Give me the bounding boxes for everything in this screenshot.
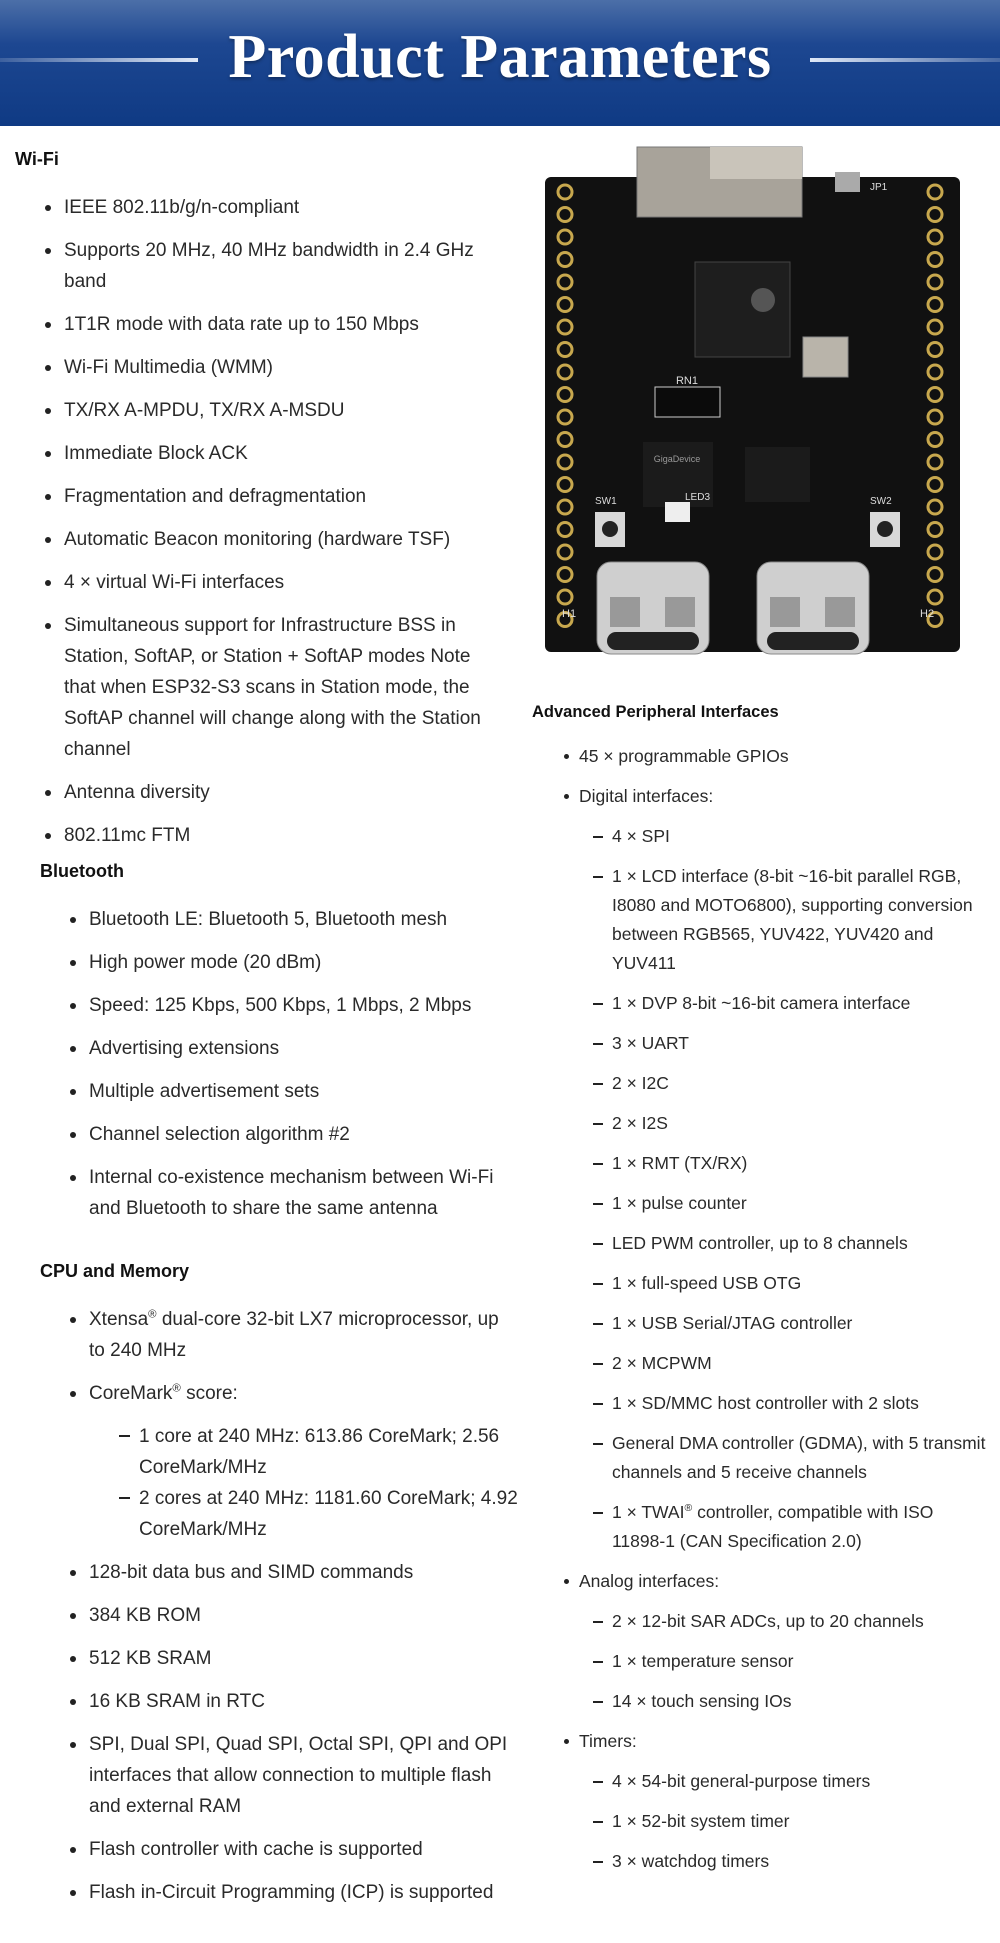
bullet-icon bbox=[70, 1391, 76, 1397]
bullet-icon bbox=[70, 1003, 76, 1009]
dash-icon bbox=[593, 1821, 603, 1823]
bullet-icon bbox=[45, 248, 51, 254]
sub-list-item-text: 1 × SD/MMC host controller with 2 slots bbox=[612, 1393, 919, 1413]
list-item bbox=[89, 1557, 519, 1588]
sub-list-item-text: 3 × watchdog timers bbox=[612, 1851, 770, 1871]
sub-list-item-text: 14 × touch sensing IOs bbox=[612, 1691, 792, 1711]
sub-list-item bbox=[612, 1069, 989, 1098]
cpu-list bbox=[89, 1304, 519, 1908]
sub-list-item-text: 2 × I2S bbox=[612, 1113, 668, 1133]
sub-list-item-text: 1 × USB Serial/JTAG controller bbox=[612, 1313, 853, 1333]
bullet-icon bbox=[70, 1890, 76, 1896]
list-item bbox=[64, 567, 504, 598]
header-pin bbox=[928, 185, 942, 199]
label-jp1: JP1 bbox=[870, 182, 888, 193]
dash-icon bbox=[593, 836, 603, 838]
list-item-text: Channel selection algorithm #2 bbox=[89, 1124, 350, 1145]
bullet-icon bbox=[564, 1739, 569, 1744]
list-item bbox=[579, 782, 989, 1556]
list-item bbox=[89, 1686, 519, 1717]
dash-icon bbox=[593, 1283, 603, 1285]
sub-list-item bbox=[612, 1807, 989, 1836]
dash-icon bbox=[593, 1661, 603, 1663]
dash-icon bbox=[593, 1203, 603, 1205]
header-pin bbox=[558, 343, 572, 357]
sub-list-item bbox=[612, 1767, 989, 1796]
dash-icon bbox=[593, 876, 603, 878]
header-pin bbox=[558, 523, 572, 537]
header-pin bbox=[558, 433, 572, 447]
bullet-icon bbox=[70, 1317, 76, 1323]
label-h1: H1 bbox=[562, 608, 577, 620]
header-pin bbox=[928, 410, 942, 424]
header-pin bbox=[558, 545, 572, 559]
bullet-icon bbox=[70, 1847, 76, 1853]
list-item bbox=[64, 192, 504, 223]
list-item bbox=[64, 438, 504, 469]
list-item bbox=[89, 1378, 519, 1545]
sub-list-item bbox=[612, 1607, 989, 1636]
list-item-text: 512 KB SRAM bbox=[89, 1648, 212, 1669]
header-pin bbox=[558, 590, 572, 604]
sub-list-item bbox=[612, 1429, 989, 1487]
list-item bbox=[89, 1162, 519, 1224]
list-item bbox=[89, 947, 519, 978]
wifi-list bbox=[64, 192, 504, 851]
sub-list-item-text: 1 × TWAI® controller, compatible with ISO 11898-1 (CAN Specification 2.0) bbox=[612, 1502, 934, 1551]
sub-list-item-text: 1 × 52-bit system timer bbox=[612, 1811, 790, 1831]
list-item bbox=[89, 1600, 519, 1631]
bullet-icon bbox=[45, 408, 51, 414]
bullet-icon bbox=[45, 451, 51, 457]
section-heading-peripherals: Advanced Peripheral Interfaces bbox=[532, 703, 779, 721]
dash-icon bbox=[119, 1497, 130, 1499]
bullet-icon bbox=[564, 1579, 569, 1584]
header-pin bbox=[928, 478, 942, 492]
bullet-icon bbox=[45, 833, 51, 839]
label-h2: H2 bbox=[920, 608, 935, 620]
sub-list bbox=[139, 1421, 519, 1545]
sub-list-item-text: 1 × RMT (TX/RX) bbox=[612, 1153, 748, 1173]
list-item-text: Simultaneous support for Infrastructure BSS in Station, SoftAP, or Station + SoftAP modes Note that when ESP32-S3 scans in Station mode, the SoftAP channel will change along with the Station channel bbox=[64, 615, 481, 760]
list-item-text: IEEE 802.11b/g/n-compliant bbox=[64, 197, 300, 218]
esp32-s3-board-image bbox=[535, 142, 965, 657]
header-pin bbox=[558, 230, 572, 244]
sub-list-item-text: 1 core at 240 MHz: 613.86 CoreMark; 2.56 CoreMark/MHz bbox=[139, 1426, 500, 1478]
header-pin bbox=[558, 568, 572, 582]
sub-list-item-text: 1 × pulse counter bbox=[612, 1193, 747, 1213]
sub-list-item-text: 1 × full-speed USB OTG bbox=[612, 1273, 802, 1293]
sub-list-item-text: 2 × 12-bit SAR ADCs, up to 20 channels bbox=[612, 1611, 924, 1631]
list-item-text: Digital interfaces: bbox=[579, 786, 714, 806]
list-item-text: 45 × programmable GPIOs bbox=[579, 746, 789, 766]
sub-list-item bbox=[612, 1389, 989, 1418]
sub-list-item bbox=[612, 1349, 989, 1378]
header-pin bbox=[928, 320, 942, 334]
dash-icon bbox=[593, 1443, 603, 1445]
header-pin bbox=[558, 455, 572, 469]
sub-list-item-text: 2 cores at 240 MHz: 1181.60 CoreMark; 4.92 CoreMark/MHz bbox=[139, 1488, 518, 1540]
header-pin bbox=[558, 185, 572, 199]
dash-icon bbox=[593, 1083, 603, 1085]
list-item bbox=[64, 610, 504, 765]
list-item-text: Fragmentation and defragmentation bbox=[64, 486, 367, 507]
list-item-text: High power mode (20 dBm) bbox=[89, 952, 322, 973]
header-pin bbox=[928, 455, 942, 469]
header-pin bbox=[928, 388, 942, 402]
sub-list-item-text: LED PWM controller, up to 8 channels bbox=[612, 1233, 908, 1253]
sub-list-item bbox=[612, 1687, 989, 1716]
header-pin bbox=[928, 343, 942, 357]
list-item-text: Advertising extensions bbox=[89, 1038, 280, 1059]
list-item bbox=[579, 742, 989, 771]
list-item bbox=[89, 1033, 519, 1064]
bullet-icon bbox=[70, 1089, 76, 1095]
bullet-icon bbox=[70, 1613, 76, 1619]
dash-icon bbox=[593, 1323, 603, 1325]
dash-icon bbox=[593, 1701, 603, 1703]
list-item-text: Flash in-Circuit Programming (ICP) is supported bbox=[89, 1882, 494, 1903]
sub-list-item bbox=[612, 1647, 989, 1676]
list-item bbox=[64, 820, 504, 851]
list-item bbox=[64, 235, 504, 297]
header-pin bbox=[558, 365, 572, 379]
sub-list-item bbox=[612, 1498, 989, 1556]
sub-list-item-text: 2 × I2C bbox=[612, 1073, 669, 1093]
bullet-icon bbox=[45, 365, 51, 371]
header-pin bbox=[928, 230, 942, 244]
sub-list-item-text: 4 × 54-bit general-purpose timers bbox=[612, 1771, 871, 1791]
bullet-icon bbox=[70, 1570, 76, 1576]
list-item bbox=[64, 524, 504, 555]
sub-list-item bbox=[612, 1309, 989, 1338]
list-item bbox=[89, 1119, 519, 1150]
list-item-text: Multiple advertisement sets bbox=[89, 1081, 320, 1102]
bullet-icon bbox=[45, 494, 51, 500]
header-pin bbox=[928, 523, 942, 537]
dash-icon bbox=[593, 1003, 603, 1005]
sub-list-item bbox=[612, 1149, 989, 1178]
list-item-text: Antenna diversity bbox=[64, 782, 210, 803]
list-item-text: Timers: bbox=[579, 1731, 637, 1751]
list-item-text: 16 KB SRAM in RTC bbox=[89, 1691, 265, 1712]
header-pin bbox=[928, 365, 942, 379]
sub-list-item bbox=[612, 989, 989, 1018]
bullet-icon bbox=[564, 794, 569, 799]
bullet-icon bbox=[45, 537, 51, 543]
bullet-icon bbox=[564, 754, 569, 759]
dash-icon bbox=[119, 1435, 130, 1437]
sub-list-item bbox=[139, 1483, 519, 1545]
header-pin bbox=[928, 208, 942, 222]
list-item bbox=[89, 1304, 519, 1366]
header-banner bbox=[0, 0, 1000, 126]
list-item bbox=[64, 481, 504, 512]
bullet-icon bbox=[70, 960, 76, 966]
sub-list bbox=[612, 1607, 989, 1716]
sub-list-item bbox=[612, 822, 989, 851]
list-item-text: Internal co-existence mechanism between Wi-Fi and Bluetooth to share the same antenna bbox=[89, 1167, 494, 1219]
sub-list-item-text: 1 × LCD interface (8-bit ~16-bit parallel RGB, I8080 and MOTO6800), supporting conversion between RGB565, YUV422, YUV420 and YUV411 bbox=[612, 866, 973, 973]
section-heading-bluetooth: Bluetooth bbox=[40, 861, 124, 881]
list-item bbox=[64, 309, 504, 340]
header-pin bbox=[558, 478, 572, 492]
dash-icon bbox=[593, 1123, 603, 1125]
peripherals-list bbox=[579, 742, 989, 1876]
list-item-text: TX/RX A-MPDU, TX/RX A-MSDU bbox=[64, 400, 345, 421]
list-item-text: 802.11mc FTM bbox=[64, 825, 191, 846]
list-item bbox=[579, 1567, 989, 1716]
label-gigadevice: GigaDevice bbox=[653, 454, 701, 464]
board-photo bbox=[535, 142, 965, 657]
header-pin bbox=[558, 298, 572, 312]
sub-list-item bbox=[612, 1109, 989, 1138]
header-pin bbox=[558, 410, 572, 424]
dash-icon bbox=[593, 1861, 603, 1863]
list-item bbox=[64, 352, 504, 383]
sub-list-item-text: 4 × SPI bbox=[612, 826, 670, 846]
dash-icon bbox=[593, 1512, 603, 1514]
dash-icon bbox=[593, 1363, 603, 1365]
bluetooth-list bbox=[89, 904, 519, 1224]
sub-list-item bbox=[139, 1421, 519, 1483]
list-item-text: Xtensa® dual-core 32-bit LX7 microprocessor, up to 240 MHz bbox=[89, 1308, 499, 1361]
header-pin bbox=[928, 568, 942, 582]
header-pin bbox=[558, 388, 572, 402]
sub-list-item bbox=[612, 1847, 989, 1876]
bullet-icon bbox=[45, 790, 51, 796]
bullet-icon bbox=[70, 1656, 76, 1662]
list-item-text: Wi-Fi Multimedia (WMM) bbox=[64, 357, 273, 378]
list-item bbox=[89, 1076, 519, 1107]
list-item-text: 128-bit data bus and SIMD commands bbox=[89, 1562, 414, 1583]
bullet-icon bbox=[45, 205, 51, 211]
list-item bbox=[89, 904, 519, 935]
sub-list-item bbox=[612, 1269, 989, 1298]
bullet-icon bbox=[45, 580, 51, 586]
wifi-section bbox=[15, 147, 515, 863]
section-heading-wifi: Wi-Fi bbox=[15, 149, 59, 169]
list-item-text: Flash controller with cache is supported bbox=[89, 1839, 423, 1860]
dash-icon bbox=[593, 1243, 603, 1245]
bullet-icon bbox=[70, 1132, 76, 1138]
list-item-text: 384 KB ROM bbox=[89, 1605, 201, 1626]
list-item-text: Speed: 125 Kbps, 500 Kbps, 1 Mbps, 2 Mbps bbox=[89, 995, 472, 1016]
label-led3: LED3 bbox=[685, 492, 711, 503]
sub-list-item-text: 1 × temperature sensor bbox=[612, 1651, 794, 1671]
bullet-icon bbox=[45, 322, 51, 328]
header-pin bbox=[928, 545, 942, 559]
label-rn1: RN1 bbox=[675, 375, 699, 387]
sub-list-item bbox=[612, 1029, 989, 1058]
section-heading-cpu: CPU and Memory bbox=[40, 1261, 190, 1281]
label-sw2: SW2 bbox=[870, 496, 892, 507]
page-title: Product Parameters bbox=[228, 23, 772, 91]
cpu-section bbox=[40, 1259, 520, 1920]
header-pin bbox=[558, 208, 572, 222]
bullet-icon bbox=[70, 917, 76, 923]
header-pin bbox=[928, 275, 942, 289]
header-pin bbox=[558, 320, 572, 334]
sub-list bbox=[612, 822, 989, 1556]
sub-list-item bbox=[612, 1189, 989, 1218]
bullet-icon bbox=[70, 1699, 76, 1705]
list-item-text: Supports 20 MHz, 40 MHz bandwidth in 2.4 GHz band bbox=[64, 240, 474, 292]
header-pin bbox=[558, 275, 572, 289]
sub-list-item-text: 1 × DVP 8-bit ~16-bit camera interface bbox=[612, 993, 911, 1013]
dash-icon bbox=[593, 1163, 603, 1165]
list-item-text: Bluetooth LE: Bluetooth 5, Bluetooth mesh bbox=[89, 909, 448, 930]
bullet-icon bbox=[70, 1742, 76, 1748]
list-item bbox=[89, 1729, 519, 1822]
sub-list-item bbox=[612, 862, 989, 978]
label-sw1: SW1 bbox=[595, 496, 617, 507]
bullet-icon bbox=[45, 623, 51, 629]
sub-list-item bbox=[612, 1229, 989, 1258]
bullet-icon bbox=[70, 1046, 76, 1052]
list-item bbox=[89, 990, 519, 1021]
sub-list-item-text: 2 × MCPWM bbox=[612, 1353, 712, 1373]
list-item bbox=[64, 395, 504, 426]
list-item-text: Automatic Beacon monitoring (hardware TSF) bbox=[64, 529, 451, 550]
list-item-text: SPI, Dual SPI, Quad SPI, Octal SPI, QPI and OPI interfaces that allow connection to multiple flash and external RAM bbox=[89, 1734, 508, 1817]
list-item-text: CoreMark® score: bbox=[89, 1382, 238, 1404]
header-pin bbox=[928, 253, 942, 267]
bullet-icon bbox=[70, 1175, 76, 1181]
list-item-text: 1T1R mode with data rate up to 150 Mbps bbox=[64, 314, 419, 335]
list-item bbox=[64, 777, 504, 808]
header-pin bbox=[558, 500, 572, 514]
sub-list bbox=[612, 1767, 989, 1876]
header-pin bbox=[558, 253, 572, 267]
list-item bbox=[579, 1727, 989, 1876]
list-item bbox=[89, 1643, 519, 1674]
list-item bbox=[89, 1834, 519, 1865]
list-item-text: 4 × virtual Wi-Fi interfaces bbox=[64, 572, 285, 593]
sub-list-item-text: 3 × UART bbox=[612, 1033, 689, 1053]
header-pin bbox=[928, 500, 942, 514]
bluetooth-section bbox=[40, 859, 520, 1236]
dash-icon bbox=[593, 1781, 603, 1783]
header-pin bbox=[928, 298, 942, 312]
sub-list-item-text: General DMA controller (GDMA), with 5 transmit channels and 5 receive channels bbox=[612, 1433, 986, 1482]
header-pin bbox=[928, 590, 942, 604]
dash-icon bbox=[593, 1043, 603, 1045]
dash-icon bbox=[593, 1403, 603, 1405]
list-item bbox=[89, 1877, 519, 1908]
list-item-text: Immediate Block ACK bbox=[64, 443, 248, 464]
dash-icon bbox=[593, 1621, 603, 1623]
header-pin bbox=[928, 433, 942, 447]
list-item-text: Analog interfaces: bbox=[579, 1571, 720, 1591]
peripherals-section bbox=[532, 700, 992, 1887]
